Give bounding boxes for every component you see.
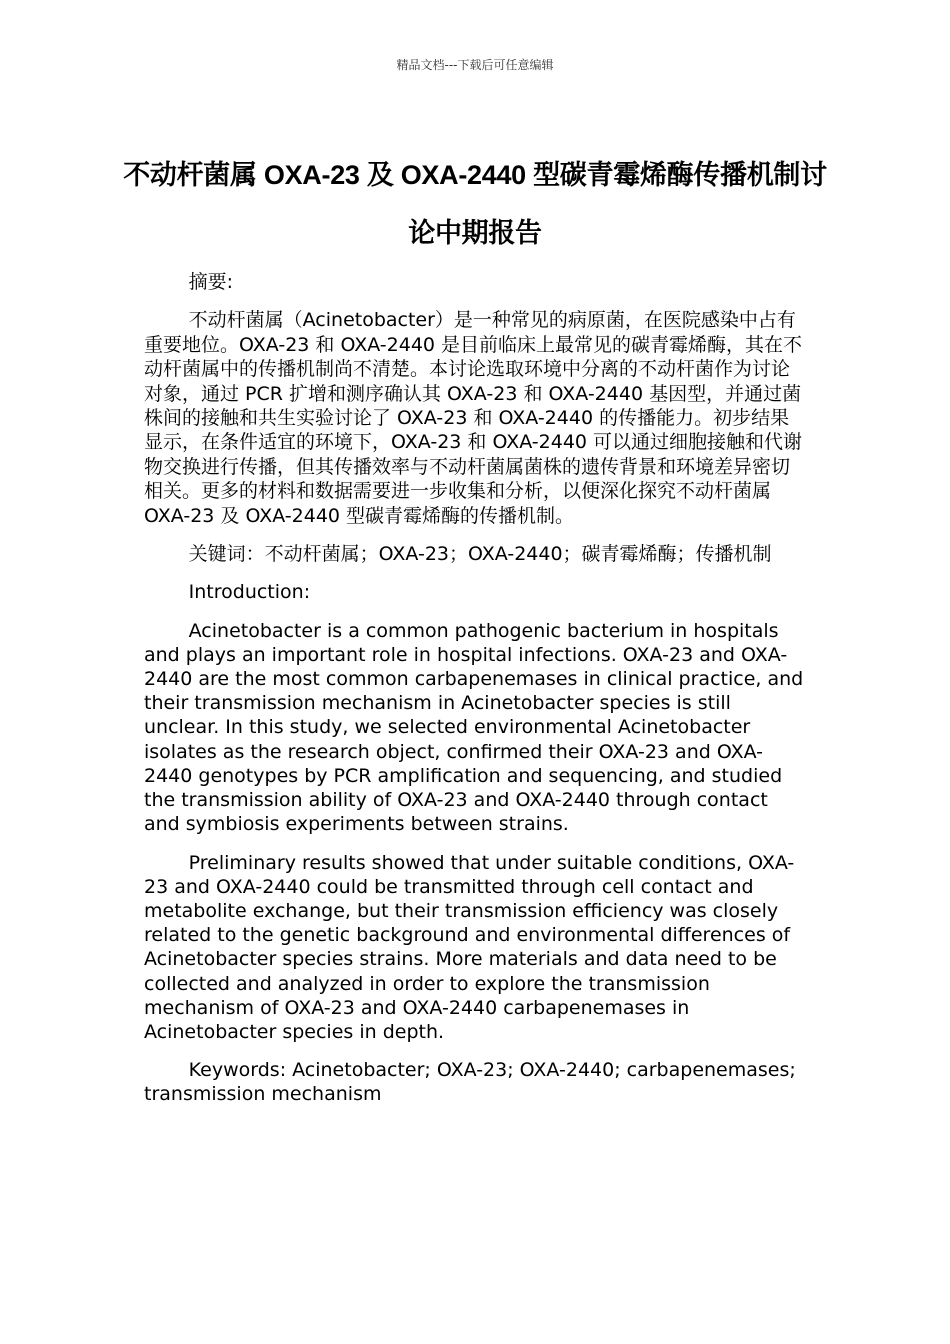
introduction-label: Introduction: bbox=[188, 581, 311, 604]
abstract-label: 摘要: bbox=[188, 271, 234, 293]
introduction-paragraph-1: Acinetobacter is a common pathogenic bacterium in hospitals and plays an important role in hospital infections. OXA-23 and OXA-2440 are the most common carbapenemases in clinical practice, and their transmission mechanism in Acinetobacter species is still unclear. In this study, we selected environmental Acinetobacter isolates as the research object, confirmed their OXA-23 and OXA-2440 genotypes by PCR amplification and sequencing, and studied the transmission ability of OXA-23 and OXA-2440 through contact and symbiosis experiments between strains. bbox=[144, 619, 804, 836]
keywords-cn: 关键词：不动杆菌属；OXA-23；OXA-2440；碳青霉烯酶；传播机制 bbox=[188, 543, 772, 566]
header-note: 精品文档---下载后可任意编辑 bbox=[396, 58, 554, 72]
introduction-paragraph-2: Preliminary results showed that under suitable conditions, OXA-23 and OXA-2440 could be transmitted through cell contact and metabolite exchange, but their transmission efficiency was closely related to the genetic background and environmental differences of Acinetobacter species strains. More materials and data need to be collected and analyzed in order to explore the transmission mechanism of OXA-23 and OXA-2440 carbapenemases in Acinetobacter species in depth. bbox=[144, 851, 795, 1043]
abstract-paragraph-cn: 不动杆菌属（Acinetobacter）是一种常见的病原菌，在医院感染中占有重要地位。OXA-23 和 OXA-2440 是目前临床上最常见的碳青霉烯酶，其在不动杆菌属中的传播机制尚不清楚。本讨论选取环境中分离的不动杆菌作为讨论对象，通过 PCR 扩增和测序确认其 OXA-23 和 OXA-2440 基因型，并通过菌株间的接触和共生实验讨论了 OXA-23 和 OXA-2440 的传播能力。初步结果显示，在条件适宜的环境下，OXA-23 和 OXA-2440 可以通过细胞接触和代谢物交换进行传播，但其传播效率与不动杆菌属菌株的遗传背景和环境差异密切相关。更多的材料和数据需要进一步收集和分析，以便深化探究不动杆菌属 OXA-23 及 OXA-2440 型碳青霉烯酶的传播机制。 bbox=[144, 309, 803, 527]
document-title: 不动杆菌属 OXA-23 及 OXA-2440 型碳青霉烯酶传播机制讨论中期报告 bbox=[123, 160, 827, 249]
document-body bbox=[144, 270, 808, 1121]
keywords-en: Keywords: Acinetobacter; OXA-23; OXA-2440; carbapenemases; transmission mechanism bbox=[144, 1059, 796, 1106]
